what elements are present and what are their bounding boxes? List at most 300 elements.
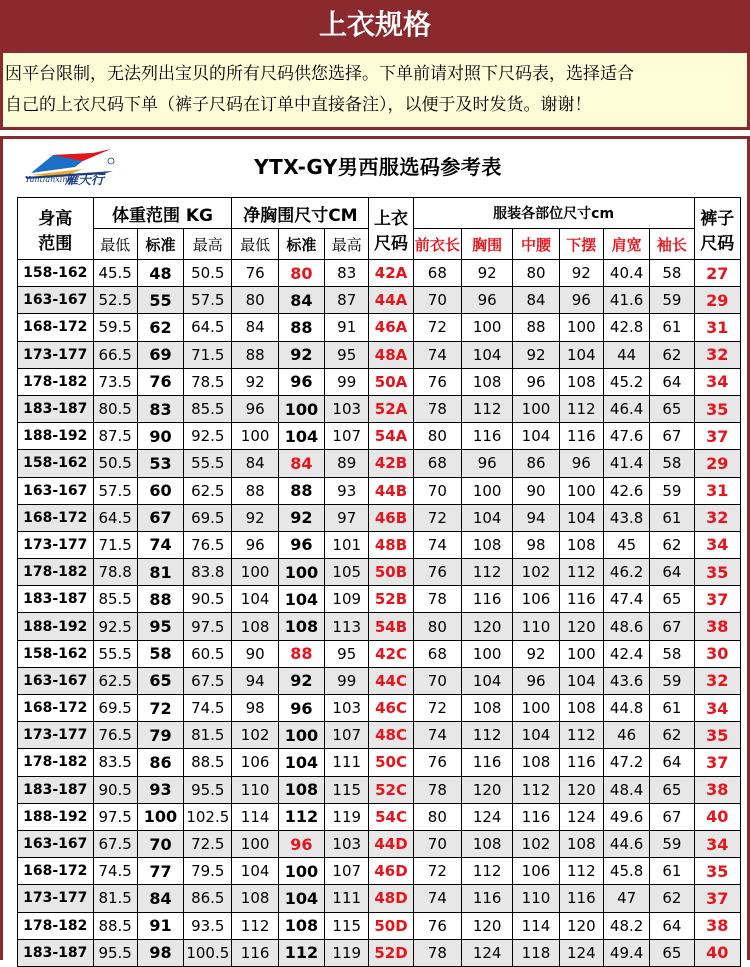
chest-girth-cell: 100 [462, 314, 513, 341]
front-length-cell: 72 [413, 858, 461, 885]
jacket-size-cell: 54C [369, 803, 413, 830]
weight-min-cell: 62.5 [93, 667, 137, 694]
chest-std-cell: 108 [278, 776, 324, 803]
height-range-cell: 168-172 [18, 504, 94, 531]
weight-std-cell: 77 [137, 858, 183, 885]
waist-cell: 92 [513, 640, 559, 667]
height-range-cell: 178-182 [18, 912, 94, 939]
weight-max-cell: 95.5 [184, 776, 232, 803]
table-row [18, 613, 741, 640]
sleeve-length-cell: 65 [650, 395, 694, 422]
waist-cell: 112 [513, 776, 559, 803]
shoulder-width-cell: 47.2 [603, 749, 649, 776]
pants-size-cell: 34 [694, 830, 740, 857]
chest-max-cell: 115 [325, 776, 369, 803]
jacket-size-cell: 44B [369, 477, 413, 504]
hem-cell: 100 [559, 477, 603, 504]
hem-cell: 120 [559, 912, 603, 939]
shoulder-width-cell: 40.4 [603, 260, 649, 287]
jacket-size-cell: 44A [369, 287, 413, 314]
hem-cell: 116 [559, 749, 603, 776]
weight-min-cell: 55.5 [93, 640, 137, 667]
sleeve-length-cell: 58 [650, 640, 694, 667]
chest-girth-cell: 96 [462, 287, 513, 314]
pants-size-header: 裤子 尺码 [694, 198, 740, 260]
hem-cell: 96 [559, 450, 603, 477]
chest-std-cell: 100 [278, 858, 324, 885]
sleeve-length-cell: 59 [650, 287, 694, 314]
hem-cell: 108 [559, 695, 603, 722]
waist-cell: 116 [513, 803, 559, 830]
chest-girth-cell: 104 [462, 504, 513, 531]
chest-max-cell: 111 [325, 749, 369, 776]
chest-std-cell: 84 [278, 287, 324, 314]
waist-cell: 100 [513, 395, 559, 422]
chest-min-cell: 108 [232, 885, 278, 912]
table-row [18, 803, 741, 830]
table-row [18, 667, 741, 694]
weight-std-cell: 81 [137, 559, 183, 586]
chest-girth-cell: 108 [462, 695, 513, 722]
pants-size-cell: 34 [694, 368, 740, 395]
jacket-size-cell: 46A [369, 314, 413, 341]
hem-cell: 116 [559, 586, 603, 613]
chest-max-cell: 103 [325, 395, 369, 422]
front-length-cell: 76 [413, 749, 461, 776]
chest-std-cell: 88 [278, 640, 324, 667]
chest-girth-cell: 96 [462, 450, 513, 477]
chest-girth-cell: 104 [462, 667, 513, 694]
weight-min-cell: 78.8 [93, 559, 137, 586]
sleeve-length-cell: 67 [650, 613, 694, 640]
jacket-size-cell: 50C [369, 749, 413, 776]
weight-max-cell: 57.5 [184, 287, 232, 314]
height-range-cell: 158-162 [18, 640, 94, 667]
chest-max-cell: 107 [325, 858, 369, 885]
height-range-cell: 188-192 [18, 803, 94, 830]
chest-girth-cell: 120 [462, 776, 513, 803]
weight-max-cell: 64.5 [184, 314, 232, 341]
table-title: YTX-GY男西服选码参考表 [254, 155, 502, 179]
weight-std-cell: 76 [137, 368, 183, 395]
front-length-cell: 78 [413, 939, 461, 966]
pants-size-cell: 38 [694, 613, 740, 640]
weight-min-cell: 92.5 [93, 613, 137, 640]
jacket-size-cell: 48B [369, 531, 413, 558]
chest-max-cell: 113 [325, 613, 369, 640]
shoulder-width-cell: 41.6 [603, 287, 649, 314]
weight-min-cell: 81.5 [93, 885, 137, 912]
weight-std-cell: 58 [137, 640, 183, 667]
chest-std-cell: 112 [278, 803, 324, 830]
height-range-cell: 178-182 [18, 368, 94, 395]
pants-size-cell: 29 [694, 450, 740, 477]
chest-max-cell: 107 [325, 423, 369, 450]
jacket-size-cell: 52D [369, 939, 413, 966]
shoulder-width-cell: 48.4 [603, 776, 649, 803]
waist-cell: 92 [513, 341, 559, 368]
waist-cell: 108 [513, 749, 559, 776]
table-row [18, 287, 741, 314]
jacket-size-cell: 48D [369, 885, 413, 912]
shoulder-width-cell: 44 [603, 341, 649, 368]
chest-min-cell: 110 [232, 776, 278, 803]
weight-max-cell: 102.5 [184, 803, 232, 830]
front-length-cell: 72 [413, 695, 461, 722]
waist-cell: 98 [513, 531, 559, 558]
height-range-cell: 173-177 [18, 722, 94, 749]
weight-max-cell: 83.8 [184, 559, 232, 586]
chest-max-cell: 95 [325, 341, 369, 368]
waist-cell: 84 [513, 287, 559, 314]
jacket-size-cell: 42C [369, 640, 413, 667]
chest-min-cell: 96 [232, 531, 278, 558]
sleeve-length-cell: 65 [650, 776, 694, 803]
chest-max-cell: 115 [325, 912, 369, 939]
front-length-cell: 74 [413, 722, 461, 749]
jacket-size-cell: 44D [369, 830, 413, 857]
table-row [18, 858, 741, 885]
waist-header: 中腰 [513, 229, 559, 260]
hem-cell: 112 [559, 722, 603, 749]
waist-cell: 80 [513, 260, 559, 287]
chest-std-cell: 104 [278, 586, 324, 613]
pants-size-cell: 37 [694, 885, 740, 912]
shoulder-width-cell: 45.8 [603, 858, 649, 885]
front-length-cell: 68 [413, 450, 461, 477]
hem-cell: 112 [559, 858, 603, 885]
pants-size-cell: 38 [694, 912, 740, 939]
front-length-cell: 68 [413, 260, 461, 287]
chest-girth-cell: 120 [462, 613, 513, 640]
front-length-cell: 72 [413, 504, 461, 531]
shoulder-width-cell: 42.8 [603, 314, 649, 341]
chest-std-cell: 80 [278, 260, 324, 287]
weight-max-cell: 74.5 [184, 695, 232, 722]
chest-girth-cell: 116 [462, 749, 513, 776]
waist-cell: 94 [513, 504, 559, 531]
waist-cell: 110 [513, 885, 559, 912]
chest-min-cell: 108 [232, 613, 278, 640]
sleeve-length-cell: 59 [650, 667, 694, 694]
weight-min-header: 最低 [93, 229, 137, 260]
shoulder-width-cell: 43.6 [603, 667, 649, 694]
size-table [17, 197, 741, 967]
chest-max-cell: 105 [325, 559, 369, 586]
chest-std-cell: 92 [278, 341, 324, 368]
chest-min-cell: 80 [232, 287, 278, 314]
jacket-size-cell: 46C [369, 695, 413, 722]
chest-girth-header: 胸围 [462, 229, 513, 260]
shoulder-width-cell: 42.6 [603, 477, 649, 504]
height-range-cell: 173-177 [18, 531, 94, 558]
pants-size-cell: 35 [694, 395, 740, 422]
hem-cell: 108 [559, 531, 603, 558]
notice-box [0, 50, 750, 130]
front-length-cell: 70 [413, 477, 461, 504]
weight-max-cell: 50.5 [184, 260, 232, 287]
weight-std-cell: 91 [137, 912, 183, 939]
hem-cell: 116 [559, 423, 603, 450]
weight-std-cell: 100 [137, 803, 183, 830]
chest-std-cell: 92 [278, 504, 324, 531]
weight-max-cell: 62.5 [184, 477, 232, 504]
chest-girth-cell: 100 [462, 477, 513, 504]
weight-max-cell: 92.5 [184, 423, 232, 450]
chest-girth-cell: 100 [462, 640, 513, 667]
jacket-size-cell: 50D [369, 912, 413, 939]
chest-max-cell: 83 [325, 260, 369, 287]
weight-min-cell: 45.5 [93, 260, 137, 287]
weight-max-cell: 100.5 [184, 939, 232, 966]
shoulder-width-cell: 41.4 [603, 450, 649, 477]
chest-max-cell: 87 [325, 287, 369, 314]
chest-max-cell: 111 [325, 885, 369, 912]
page-title: 上衣规格 [318, 8, 431, 41]
weight-min-cell: 76.5 [93, 722, 137, 749]
front-length-cell: 74 [413, 885, 461, 912]
weight-max-cell: 72.5 [184, 830, 232, 857]
chest-min-cell: 88 [232, 341, 278, 368]
chest-min-cell: 116 [232, 939, 278, 966]
weight-min-cell: 90.5 [93, 776, 137, 803]
sleeve-length-cell: 58 [650, 260, 694, 287]
height-range-cell: 183-187 [18, 395, 94, 422]
size-table-body [18, 260, 741, 967]
chest-std-cell: 92 [278, 667, 324, 694]
pants-size-cell: 32 [694, 341, 740, 368]
page-header [0, 0, 750, 50]
sleeve-length-cell: 61 [650, 504, 694, 531]
chest-max-cell: 107 [325, 722, 369, 749]
chest-max-cell: 89 [325, 450, 369, 477]
chest-std-cell: 96 [278, 531, 324, 558]
front-length-cell: 76 [413, 559, 461, 586]
chest-min-cell: 96 [232, 395, 278, 422]
chest-min-cell: 100 [232, 423, 278, 450]
chest-girth-cell: 108 [462, 830, 513, 857]
table-row [18, 450, 741, 477]
front-length-cell: 74 [413, 531, 461, 558]
waist-cell: 102 [513, 559, 559, 586]
shoulder-width-cell: 45 [603, 531, 649, 558]
chest-min-cell: 98 [232, 695, 278, 722]
chest-std-header: 标准 [278, 229, 324, 260]
front-length-cell: 74 [413, 341, 461, 368]
sleeve-length-cell: 61 [650, 695, 694, 722]
sleeve-length-cell: 59 [650, 830, 694, 857]
weight-max-cell: 90.5 [184, 586, 232, 613]
waist-cell: 102 [513, 830, 559, 857]
table-row [18, 341, 741, 368]
sleeve-length-cell: 62 [650, 341, 694, 368]
front-length-cell: 68 [413, 640, 461, 667]
table-row [18, 559, 741, 586]
table-row [18, 722, 741, 749]
chest-std-cell: 88 [278, 477, 324, 504]
weight-max-cell: 60.5 [184, 640, 232, 667]
sleeve-length-cell: 62 [650, 531, 694, 558]
sleeve-length-cell: 65 [650, 586, 694, 613]
pants-size-cell: 40 [694, 803, 740, 830]
chest-std-cell: 108 [278, 613, 324, 640]
chest-max-cell: 93 [325, 477, 369, 504]
weight-min-cell: 64.5 [93, 504, 137, 531]
shoulder-width-cell: 48.6 [603, 613, 649, 640]
chest-max-cell: 99 [325, 667, 369, 694]
weight-min-cell: 83.5 [93, 749, 137, 776]
chest-min-cell: 104 [232, 858, 278, 885]
jacket-size-cell: 42A [369, 260, 413, 287]
jacket-size-cell: 52A [369, 395, 413, 422]
chest-min-cell: 112 [232, 912, 278, 939]
chest-girth-cell: 112 [462, 722, 513, 749]
height-range-cell: 183-187 [18, 939, 94, 966]
chest-std-cell: 104 [278, 885, 324, 912]
chest-min-cell: 100 [232, 830, 278, 857]
weight-std-cell: 93 [137, 776, 183, 803]
sleeve-length-cell: 62 [650, 722, 694, 749]
weight-max-cell: 86.5 [184, 885, 232, 912]
weight-min-cell: 66.5 [93, 341, 137, 368]
pants-size-cell: 32 [694, 667, 740, 694]
table-row [18, 368, 741, 395]
height-range-cell: 183-187 [18, 586, 94, 613]
waist-cell: 96 [513, 667, 559, 694]
chest-max-cell: 97 [325, 504, 369, 531]
waist-cell: 114 [513, 912, 559, 939]
chest-min-cell: 84 [232, 450, 278, 477]
pants-size-cell: 35 [694, 559, 740, 586]
chest-std-cell: 112 [278, 939, 324, 966]
front-length-header: 前衣长 [413, 229, 461, 260]
table-row [18, 586, 741, 613]
weight-min-cell: 57.5 [93, 477, 137, 504]
weight-std-cell: 70 [137, 830, 183, 857]
sleeve-length-cell: 67 [650, 803, 694, 830]
table-row [18, 504, 741, 531]
pants-size-cell: 32 [694, 504, 740, 531]
shoulder-width-cell: 49.6 [603, 803, 649, 830]
sleeve-length-cell: 61 [650, 858, 694, 885]
height-range-cell: 178-182 [18, 749, 94, 776]
hem-cell: 124 [559, 939, 603, 966]
front-length-cell: 76 [413, 912, 461, 939]
hem-header: 下摆 [559, 229, 603, 260]
chest-max-cell: 101 [325, 531, 369, 558]
jacket-size-header: 上衣 尺码 [369, 198, 413, 260]
weight-std-cell: 55 [137, 287, 183, 314]
front-length-cell: 78 [413, 776, 461, 803]
chest-std-cell: 100 [278, 722, 324, 749]
chest-min-cell: 114 [232, 803, 278, 830]
weight-std-cell: 74 [137, 531, 183, 558]
pants-size-cell: 34 [694, 695, 740, 722]
weight-max-header: 最高 [184, 229, 232, 260]
weight-std-cell: 67 [137, 504, 183, 531]
jacket-size-cell: 46D [369, 858, 413, 885]
weight-max-cell: 79.5 [184, 858, 232, 885]
hem-cell: 108 [559, 368, 603, 395]
front-length-cell: 78 [413, 586, 461, 613]
chest-girth-cell: 112 [462, 395, 513, 422]
height-range-cell: 173-177 [18, 341, 94, 368]
hem-cell: 120 [559, 776, 603, 803]
weight-max-cell: 85.5 [184, 395, 232, 422]
chest-min-cell: 88 [232, 477, 278, 504]
height-range-cell: 168-172 [18, 858, 94, 885]
chest-girth-cell: 104 [462, 341, 513, 368]
weight-max-cell: 88.5 [184, 749, 232, 776]
weight-min-cell: 88.5 [93, 912, 137, 939]
shoulder-width-cell: 45.2 [603, 368, 649, 395]
weight-std-cell: 53 [137, 450, 183, 477]
hem-cell: 96 [559, 287, 603, 314]
jacket-size-cell: 50A [369, 368, 413, 395]
height-range-cell: 168-172 [18, 695, 94, 722]
sleeve-length-header: 袖长 [650, 229, 694, 260]
weight-std-cell: 90 [137, 423, 183, 450]
chest-max-cell: 109 [325, 586, 369, 613]
jacket-size-cell: 48C [369, 722, 413, 749]
logo-brand-text: 雁天行 [65, 173, 105, 188]
chest-min-header: 最低 [232, 229, 278, 260]
chest-std-cell: 96 [278, 368, 324, 395]
weight-min-cell: 85.5 [93, 586, 137, 613]
height-range-cell: 163-167 [18, 287, 94, 314]
chest-girth-cell: 112 [462, 858, 513, 885]
weight-max-cell: 78.5 [184, 368, 232, 395]
shoulder-width-cell: 44.6 [603, 830, 649, 857]
sleeve-length-cell: 67 [650, 423, 694, 450]
hem-cell: 112 [559, 559, 603, 586]
sleeve-length-cell: 62 [650, 885, 694, 912]
logo-script-text: Yantianxing [25, 175, 73, 184]
height-range-cell: 158-162 [18, 450, 94, 477]
pants-size-cell: 27 [694, 260, 740, 287]
weight-min-cell: 80.5 [93, 395, 137, 422]
chest-min-cell: 90 [232, 640, 278, 667]
notice-line-1: 因平台限制，无法列出宝贝的所有尺码供您选择。下单前请对照下尺码表，选择适合 [5, 64, 634, 84]
shoulder-width-cell: 48.2 [603, 912, 649, 939]
weight-min-cell: 52.5 [93, 287, 137, 314]
chest-girth-cell: 120 [462, 912, 513, 939]
chest-max-cell: 119 [325, 939, 369, 966]
weight-min-cell: 50.5 [93, 450, 137, 477]
table-row [18, 885, 741, 912]
chest-min-cell: 92 [232, 368, 278, 395]
weight-min-cell: 97.5 [93, 803, 137, 830]
weight-std-cell: 88 [137, 586, 183, 613]
waist-cell: 104 [513, 722, 559, 749]
weight-max-cell: 69.5 [184, 504, 232, 531]
sleeve-length-cell: 64 [650, 559, 694, 586]
weight-std-cell: 62 [137, 314, 183, 341]
pants-size-cell: 37 [694, 423, 740, 450]
chest-girth-cell: 108 [462, 531, 513, 558]
hem-cell: 124 [559, 803, 603, 830]
chest-max-cell: 99 [325, 368, 369, 395]
garment-size-header: 服装各部位尺寸cm [413, 198, 694, 229]
shoulder-width-cell: 44.8 [603, 695, 649, 722]
chest-max-cell: 95 [325, 640, 369, 667]
hem-cell: 104 [559, 341, 603, 368]
chest-std-cell: 84 [278, 450, 324, 477]
table-row [18, 776, 741, 803]
hem-cell: 116 [559, 885, 603, 912]
chest-girth-cell: 116 [462, 885, 513, 912]
table-row [18, 749, 741, 776]
